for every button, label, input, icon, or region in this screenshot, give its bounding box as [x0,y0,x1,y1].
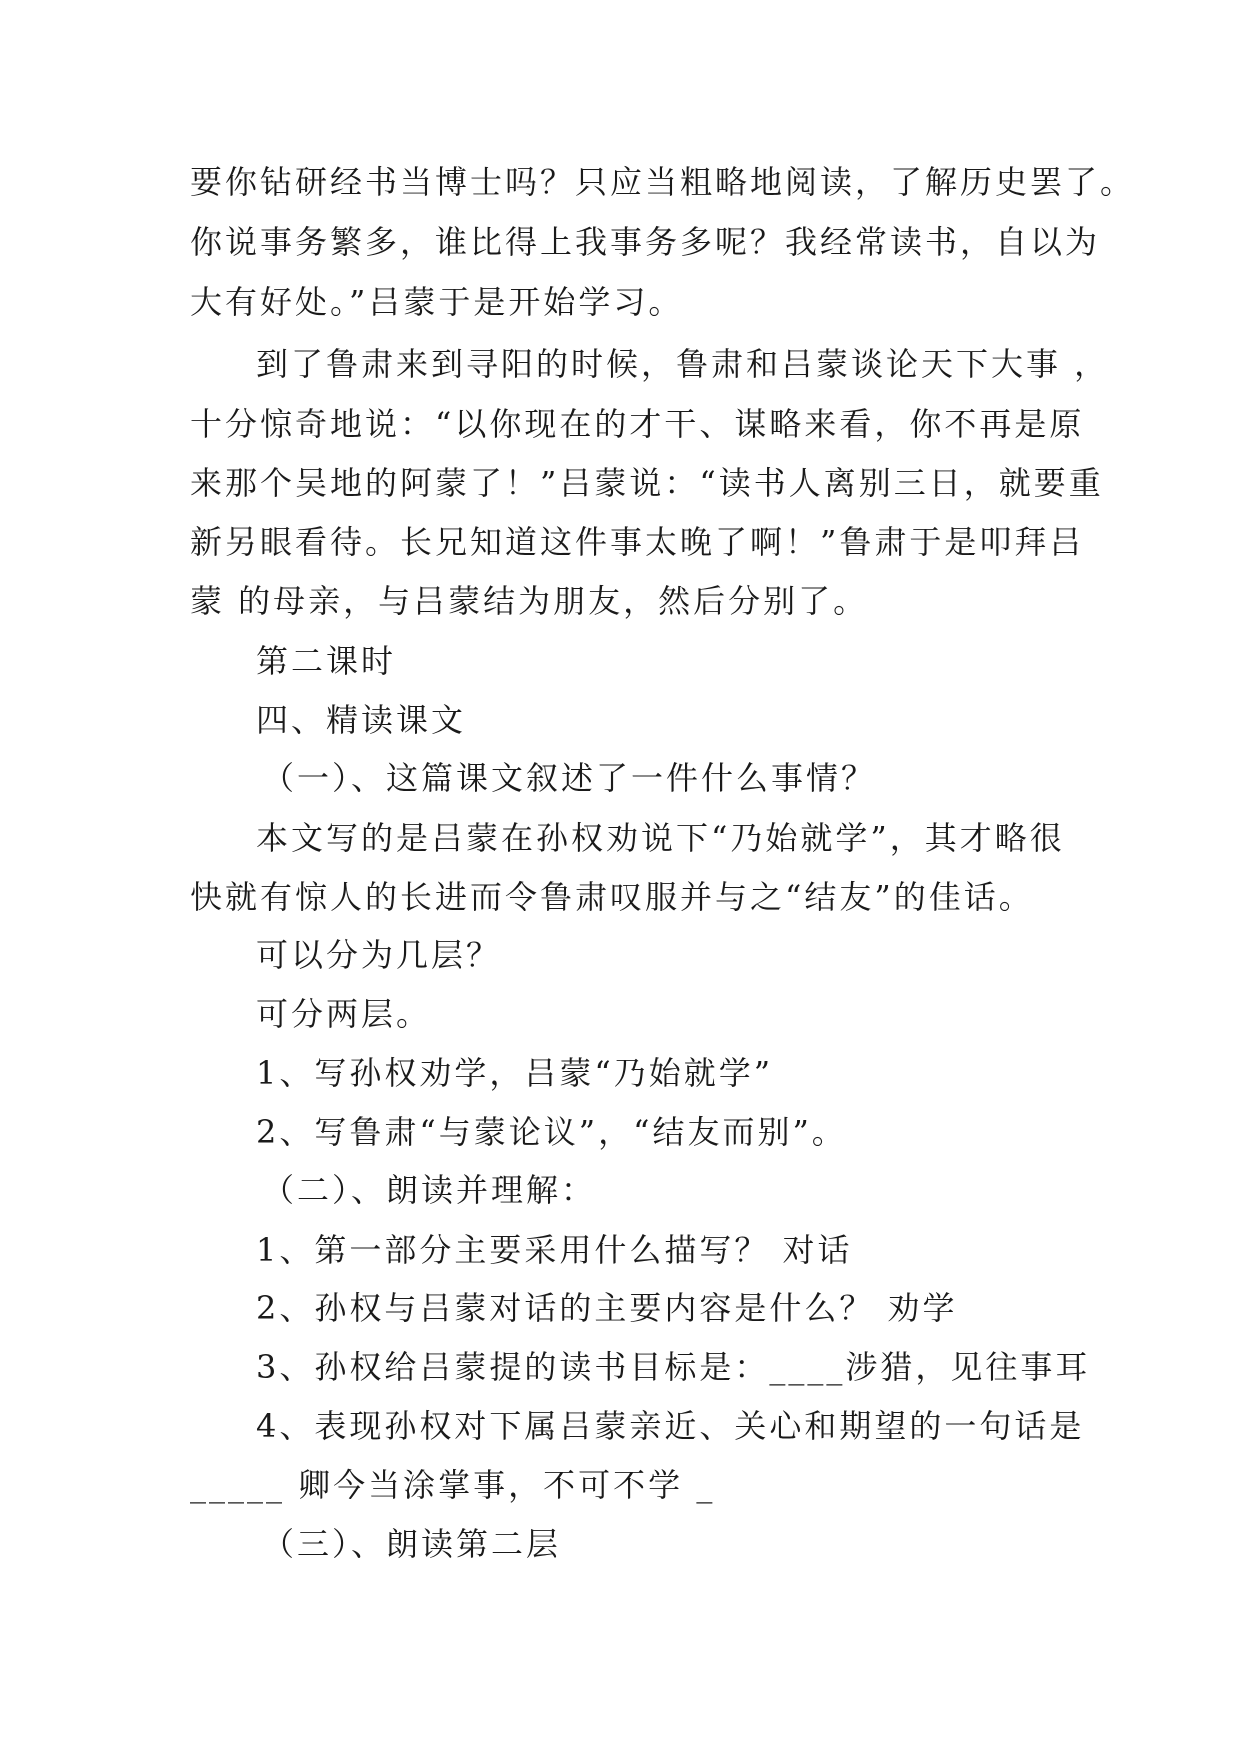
text-line: 来那个吴地的阿蒙了！”吕蒙说：“读书人离别三日，就要重 [190,464,1104,502]
question-heading: （二）、朗读并理解： [262,1171,597,1209]
list-item: 2、写鲁肃“与蒙论议”，“结友而别”。 [256,1113,847,1151]
text-line: 可分两层。 [256,995,432,1033]
text-line: 本文写的是吕蒙在孙权劝说下“乃始就学”，其才略很 [256,819,1065,857]
text-line: 十分惊奇地说：“以你现在的才干、谋略来看，你不再是原 [190,405,1085,443]
list-item: 2、孙权与吕蒙对话的主要内容是什么？ 劝学 [256,1289,958,1327]
text-line: 蒙 的母亲，与吕蒙结为朋友，然后分别了。 [190,582,869,620]
section-heading: 四、精读课文 [256,701,467,739]
text-line: 到了鲁肃来到寻阳的时候，鲁肃和吕蒙谈论天下大事 ， [256,345,1110,383]
list-item: 1、写孙权劝学，吕蒙“乃始就学” [256,1054,774,1092]
text-line: 快就有惊人的长进而令鲁肃叹服并与之“结友”的佳话。 [190,878,1034,916]
list-item: 4、表现孙权对下属吕蒙亲近、关心和期望的一句话是 [256,1407,1085,1445]
text-line: 你说事务繁多，谁比得上我事务多呢？我经常读书，自以为 [190,223,1101,261]
text-line: 可以分为几层？ [256,936,502,974]
text-line: 新另眼看待。长兄知道这件事太晚了啊！”鲁肃于是叩拜吕 [190,523,1085,561]
text-line: 大有好处。”吕蒙于是开始学习。 [190,283,684,321]
list-item: 3、孙权给吕蒙提的读书目标是：____涉猎，见往事耳 [256,1348,1091,1386]
section-heading: 第二课时 [256,642,397,680]
text-line: _____ 卿今当涂掌事，不可不学 _ [190,1466,716,1504]
question-heading: （一）、这篇课文叙述了一件什么事情？ [262,759,877,797]
text-line: 要你钻研经书当博士吗？只应当粗略地阅读，了解历史罢了。 [190,163,1136,201]
list-item: 1、第一部分主要采用什么描写？ 对话 [256,1231,853,1269]
question-heading: （三）、朗读第二层 [262,1525,562,1563]
